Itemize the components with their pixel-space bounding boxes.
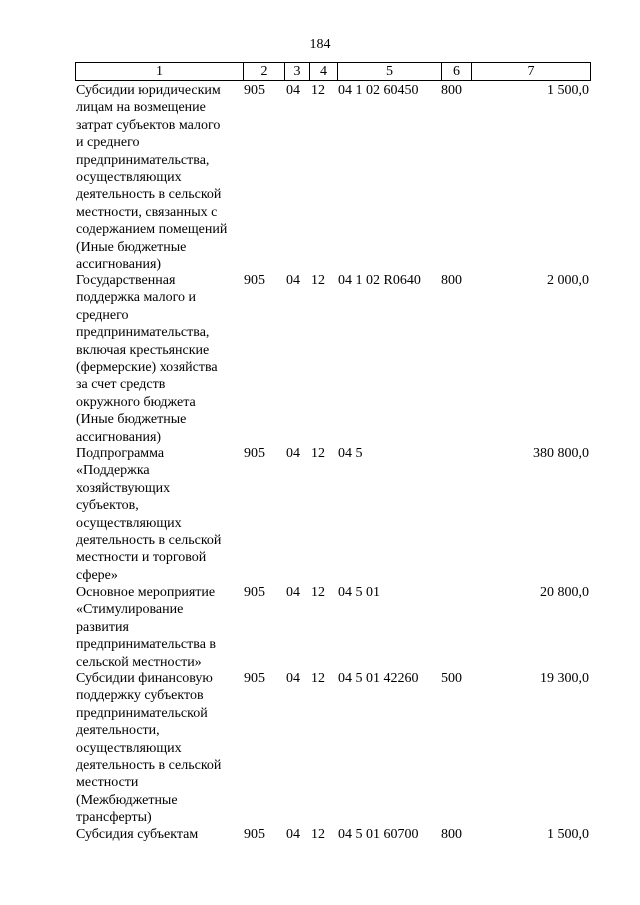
- row-sum: 1 500,0: [547, 83, 589, 98]
- row-expense-kind: 800: [441, 83, 462, 98]
- header-col-5: 5: [338, 63, 442, 80]
- row-name: Основное мероприятие «Стимулирование развития предпринимательства в сельской местности»: [76, 585, 217, 670]
- row-target-code: 04 5 01 60700: [338, 827, 419, 842]
- row-admin-code: 905: [244, 273, 265, 288]
- header-col-2: 2: [244, 63, 285, 80]
- row-name: Государственная поддержка малого и среднего предпринимательства, включая крестьянские (фермерские) хозяйства за счет средств окружного бюджета (Иные бюджетные ассигнования): [76, 273, 218, 445]
- row-target-code: 04 5 01 42260: [338, 671, 419, 686]
- row-section: 04: [286, 446, 300, 461]
- row-subsection: 12: [311, 671, 325, 686]
- row-section: 04: [286, 671, 300, 686]
- header-col-7: 7: [527, 64, 535, 79]
- row-subsection: 12: [311, 273, 325, 288]
- row-section: 04: [286, 585, 300, 600]
- row-admin-code: 905: [244, 671, 265, 686]
- row-target-code: 04 1 02 60450: [338, 83, 419, 98]
- row-expense-kind: 800: [441, 273, 462, 288]
- row-name: Субсидии финансовую поддержку субъектов предпринимательской деятельности, осуществляющих деятельность в сельской местности (Межбюджетные трансферты): [76, 671, 222, 826]
- page-number: 184: [309, 37, 331, 52]
- row-sum: 19 300,0: [540, 671, 589, 686]
- row-admin-code: 905: [244, 585, 265, 600]
- row-sum: 2 000,0: [547, 273, 589, 288]
- row-section: 04: [286, 83, 300, 98]
- header-col-3: 3: [285, 63, 310, 80]
- table-header: [75, 62, 591, 81]
- row-name: Субсидии юридическим лицам на возмещение затрат субъектов малого и среднего предпринимательства, осуществляющих деятельность в сельской местности, связанных с содержанием помещений (Иные бюджетные ассигнования): [76, 83, 228, 273]
- row-name: Субсидия субъектам: [76, 827, 199, 842]
- row-subsection: 12: [311, 827, 325, 842]
- row-target-code: 04 1 02 R0640: [338, 273, 421, 288]
- row-target-code: 04 5 01: [338, 585, 380, 600]
- row-sum: 1 500,0: [547, 827, 589, 842]
- row-subsection: 12: [311, 585, 325, 600]
- row-subsection: 12: [311, 446, 325, 461]
- row-admin-code: 905: [244, 446, 265, 461]
- row-subsection: 12: [311, 83, 325, 98]
- row-name: Подпрограмма «Поддержка хозяйствующих субъектов, осуществляющих деятельность в сельской местности и торговой сфере»: [76, 446, 222, 583]
- row-section: 04: [286, 827, 300, 842]
- row-target-code: 04 5: [338, 446, 363, 461]
- row-admin-code: 905: [244, 827, 265, 842]
- header-col-1: 1: [76, 63, 244, 80]
- row-admin-code: 905: [244, 83, 265, 98]
- row-expense-kind: 800: [441, 827, 462, 842]
- header-col-6: 6: [442, 63, 472, 80]
- row-sum: 380 800,0: [533, 446, 589, 461]
- row-sum: 20 800,0: [540, 585, 589, 600]
- row-expense-kind: 500: [441, 671, 462, 686]
- row-section: 04: [286, 273, 300, 288]
- header-col-4: 4: [310, 63, 338, 80]
